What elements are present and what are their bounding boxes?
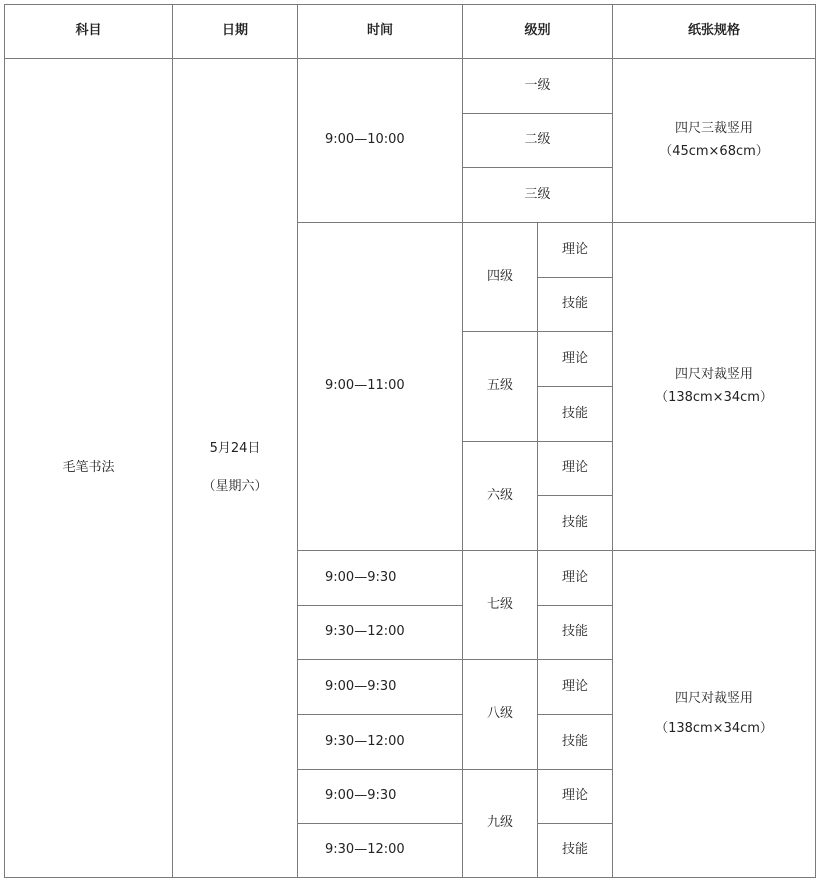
paper-1-name: 四尺三裁竖用: [674, 121, 753, 137]
time-cell-level9-skill: 9:30—12:00: [297, 823, 463, 878]
time-cell-levels-1-3: 9:00—10:00: [297, 58, 463, 223]
subject-cell: 毛笔书法: [4, 58, 173, 878]
level-6-skill: 技能: [537, 495, 613, 551]
paper-2-size: （138cm×34cm）: [655, 389, 773, 405]
level-6: 六级: [462, 441, 538, 551]
paper-cell-levels-7-9: [612, 550, 816, 878]
time-cell-levels-4-6: 9:00—11:00: [297, 222, 463, 551]
level-6-theory: 理论: [537, 441, 613, 496]
level-5: 五级: [462, 331, 538, 442]
date-weekday: （星期六）: [202, 479, 268, 494]
level-1: 一级: [462, 58, 613, 114]
paper-cell-levels-1-3: [612, 58, 816, 223]
header-date: 日期: [172, 4, 298, 59]
level-7-theory: 理论: [537, 550, 613, 606]
paper-3-size: （138cm×34cm）: [655, 721, 773, 736]
date-day: 5月24日: [209, 440, 261, 456]
level-4-skill: 技能: [537, 277, 613, 332]
level-4: 四级: [462, 222, 538, 332]
time-cell-level8-theory: 9:00—9:30: [297, 659, 463, 715]
time-cell-level7-skill: 9:30—12:00: [297, 605, 463, 660]
level-8-theory: 理论: [537, 659, 613, 715]
level-9: 九级: [462, 769, 538, 878]
header-level: 级别: [462, 4, 613, 59]
header-subject: 科目: [4, 4, 173, 59]
level-9-theory: 理论: [537, 769, 613, 824]
paper-3-name: 四尺对裁竖用: [674, 690, 753, 706]
paper-1-size: （45cm×68cm）: [659, 143, 769, 159]
level-5-skill: 技能: [537, 386, 613, 442]
time-cell-level7-theory: 9:00—9:30: [297, 550, 463, 606]
level-5-theory: 理论: [537, 331, 613, 387]
paper-2-name: 四尺对裁竖用: [674, 367, 753, 383]
level-4-theory: 理论: [537, 222, 613, 278]
level-8: 八级: [462, 659, 538, 770]
level-7-skill: 技能: [537, 605, 613, 660]
level-7: 七级: [462, 550, 538, 660]
header-time: 时间: [297, 4, 463, 59]
header-paper: 纸张规格: [612, 4, 816, 59]
date-cell: [172, 58, 298, 878]
paper-cell-levels-4-6: [612, 222, 816, 551]
level-9-skill: 技能: [537, 823, 613, 878]
time-cell-level8-skill: 9:30—12:00: [297, 714, 463, 770]
level-8-skill: 技能: [537, 714, 613, 770]
level-2: 二级: [462, 113, 613, 168]
level-3: 三级: [462, 167, 613, 223]
time-cell-level9-theory: 9:00—9:30: [297, 769, 463, 824]
